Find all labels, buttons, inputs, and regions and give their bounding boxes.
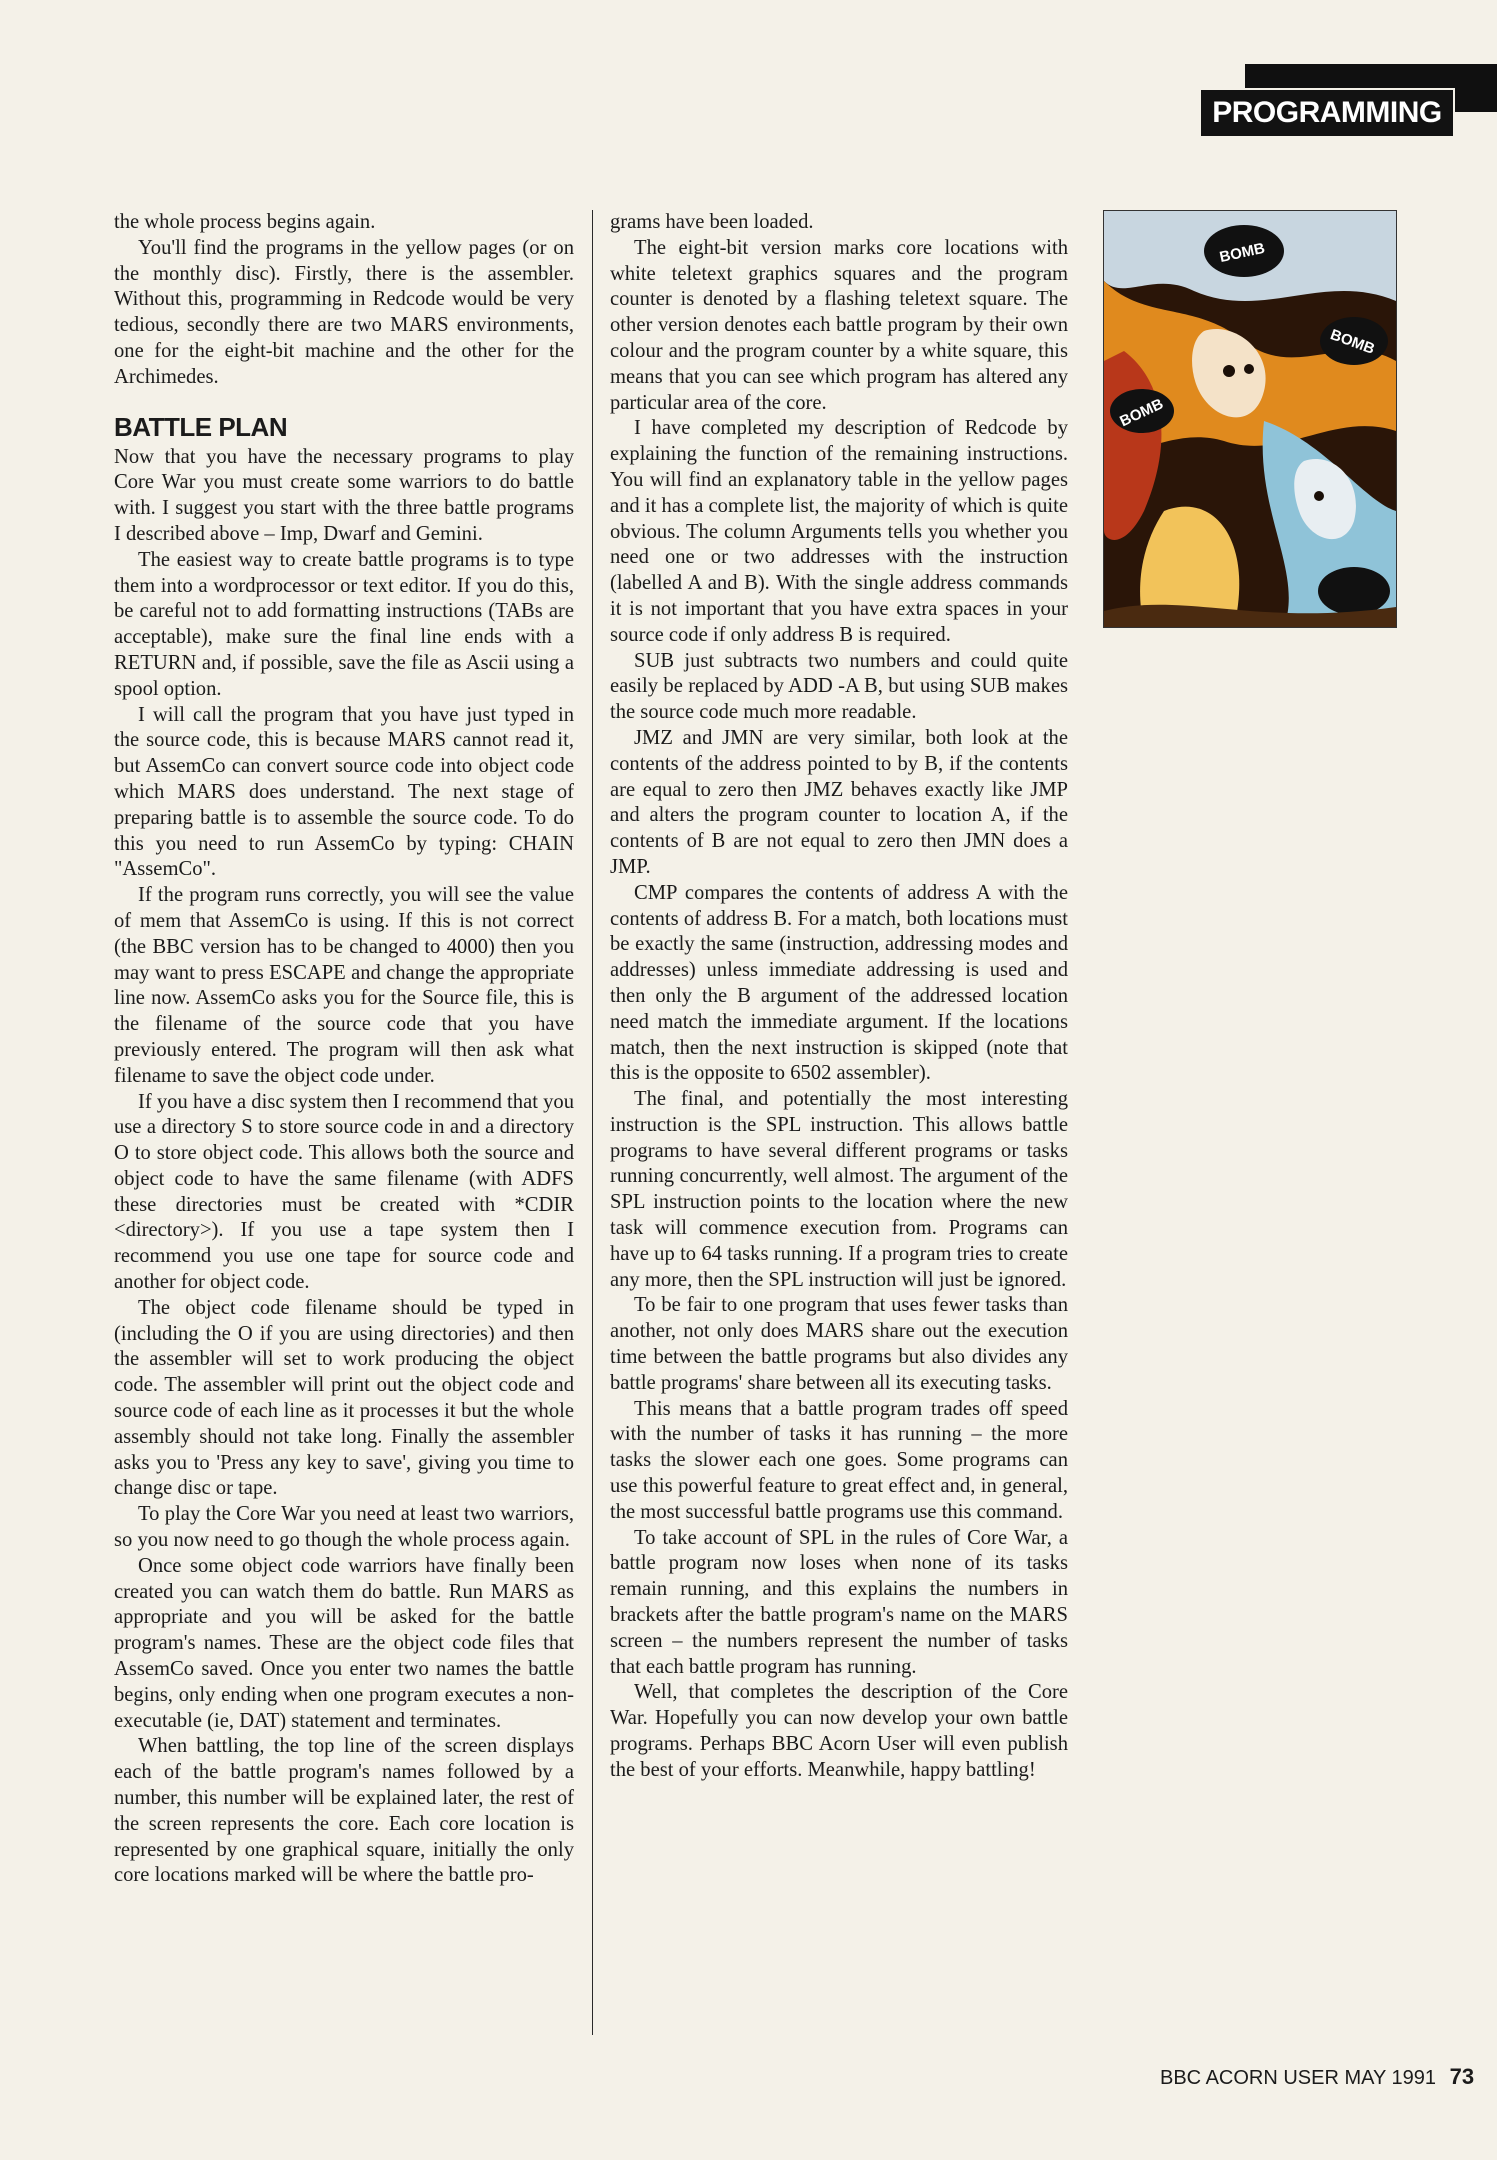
page-footer — [1160, 2064, 1474, 2090]
bomb-label: BOMB — [1328, 326, 1377, 358]
paragraph: This means that a battle program trades off speed with the number of tasks it has running – the more tasks the slower each one goes. Some programs can use this powerful feature to great effect and, in general, the most successful battle programs use this command. — [610, 1397, 1068, 1523]
illustration — [1103, 210, 1397, 628]
section-heading: BATTLE PLAN — [114, 411, 288, 442]
paragraph: The easiest way to create battle programs is to type them into a wordprocessor or text editor. If you do this, be careful not to add formatting instructions (TABs are acceptable), make sure the final line ends with a RETURN and, if possible, save the file as Ascii using a spool option. — [114, 548, 574, 700]
paragraph: If the program runs correctly, you will see the value of mem that AssemCo is using. If this is not correct (the BBC version has to be changed to 4000) then you may want to press ESCAPE and change the appropriate line now. AssemCo asks you for the Source file, this is the filename of the source code that you have previously entered. The program will then ask what filename to save the object code under. — [114, 884, 574, 1087]
paragraph: To be fair to one program that uses fewer tasks than another, not only does MARS share out the execution time between the battle programs but also divides any battle programs' share between all its executing tasks. — [610, 1294, 1068, 1394]
paragraph: Now that you have the necessary programs to play Core War you must create some warriors to do battle with. I suggest you start with the three battle programs I described above – Imp, Dwarf and Gemini. — [114, 445, 574, 545]
paragraph: grams have been loaded. — [610, 211, 814, 233]
paragraph: JMZ and JMN are very similar, both look at the contents of the address pointed to by B, if the contents are equal to zero then JMZ behaves exactly like JMP and alters the program counter to location A, if the contents of B are not equal to zero then JMN does a JMP. — [610, 726, 1068, 878]
article-column-middle — [610, 210, 1068, 1784]
paragraph: The final, and potentially the most interesting instruction is the SPL instruction. This allows battle programs to have several different programs or tasks running concurrently, well almost. The argument of the SPL instruction points to the location where the new task will commence execution from. Programs can have up to 64 tasks running. If a program tries to create any more, then the SPL instruction will just be ignored. — [610, 1088, 1068, 1291]
bomb-label: BOMB — [1117, 395, 1167, 431]
paragraph: the whole process begins again. — [114, 211, 376, 233]
paragraph: You'll find the programs in the yellow pages (or on the monthly disc). Firstly, there is the assembler. Without this, programming in Redcode would be very tedious, secondly there are two MARS environments, one for the eight-bit machine and the other for the Archimedes. — [114, 236, 574, 388]
paragraph: If you have a disc system then I recommend that you use a directory S to store source code in and a directory O to store object code. This allows both the source and object code to have the same filename (with ADFS these directories must be created with *CDIR <directory>). If you use a tape system then I recommend you use one tape for source code and another for object code. — [114, 1090, 574, 1294]
article-column-left — [114, 210, 574, 1889]
paragraph: Once some object code warriors have finally been created you can watch them do battle. Run MARS as appropriate and you will be asked for the battle program's names. These are the object code files that AssemCo saved. Once you enter two names the battle begins, only ending when one program executes a non-executable (ie, DAT) statement and terminates. — [114, 1554, 574, 1732]
paragraph: CMP compares the contents of address A with the contents of address B. For a match, both locations must be exactly the same (instruction, addressing modes and addresses) unless immediate addressing is used and then only the B argument of the addressed location need match the immediate argument. If the locations match, then the next instruction is skipped (note that this is the opposite to 6502 assembler). — [610, 881, 1068, 1085]
paragraph: SUB just subtracts two numbers and could quite easily be replaced by ADD -A B, but using SUB makes the source code much more readable. — [610, 649, 1068, 724]
paragraph: To take account of SPL in the rules of Core War, a battle program now loses when none of its tasks remain running, and this explains the numbers in brackets after the battle program's name on the MARS screen – the numbers represent the number of tasks that each battle program has running. — [610, 1526, 1068, 1678]
paragraph: The object code filename should be typed in (including the O if you are using directories) and then the assembler will set to work producing the object code. The assembler will print out the object code and source code of each line as it processes it but the whole assembly should not take long. Finally the assembler asks you to 'Press any key to save', giving you time to change disc or tape. — [114, 1296, 574, 1500]
publication-name: BBC ACORN USER MAY 1991 — [1160, 2067, 1437, 2089]
column-rule — [592, 210, 593, 2035]
section-tab: PROGRAMMING — [1199, 88, 1455, 138]
paragraph: I will call the program that you have just typed in the source code, this is because MARS cannot read it, but AssemCo can convert source code into object code which MARS does understand. The next stage of preparing battle is to assemble the source code. To do this you need to run AssemCo by typing: CHAIN "AssemCo". — [114, 703, 574, 881]
page-number: 73 — [1449, 2064, 1475, 2089]
paragraph: The eight-bit version marks core locations with white teletext graphics squares and the program counter is denoted by a flashing teletext square. The other version denotes each battle program by their own colour and the program counter by a white square, this means that you can see which program has altered any particular area of the core. — [610, 236, 1068, 414]
paragraph: To play the Core War you need at least two warriors, so you now need to go though the whole process again. — [114, 1503, 574, 1552]
paragraph: When battling, the top line of the screen displays each of the battle program's names followed by a number, this number will be explained later, the rest of the screen represents the core. Each core location is represented by one graphical square, initially the only core locations marked will be where the battle pro- — [114, 1735, 574, 1887]
paragraph: Well, that completes the description of the Core War. Hopefully you can now develop your own battle programs. Perhaps BBC Acorn User will even publish the best of your efforts. Meanwhile, happy battling! — [610, 1681, 1068, 1781]
bomb-label: BOMB — [1218, 239, 1267, 266]
paragraph: I have completed my description of Redcode by explaining the function of the remaining instructions. You will find an explanatory table in the yellow pages and it has a complete list, the majority of which is quite obvious. The column Arguments tells you whether you need one or two addresses with the instruction (labelled A and B). With the single address commands it is not important that you have extra spaces in your source code if only address B is required. — [610, 417, 1068, 646]
